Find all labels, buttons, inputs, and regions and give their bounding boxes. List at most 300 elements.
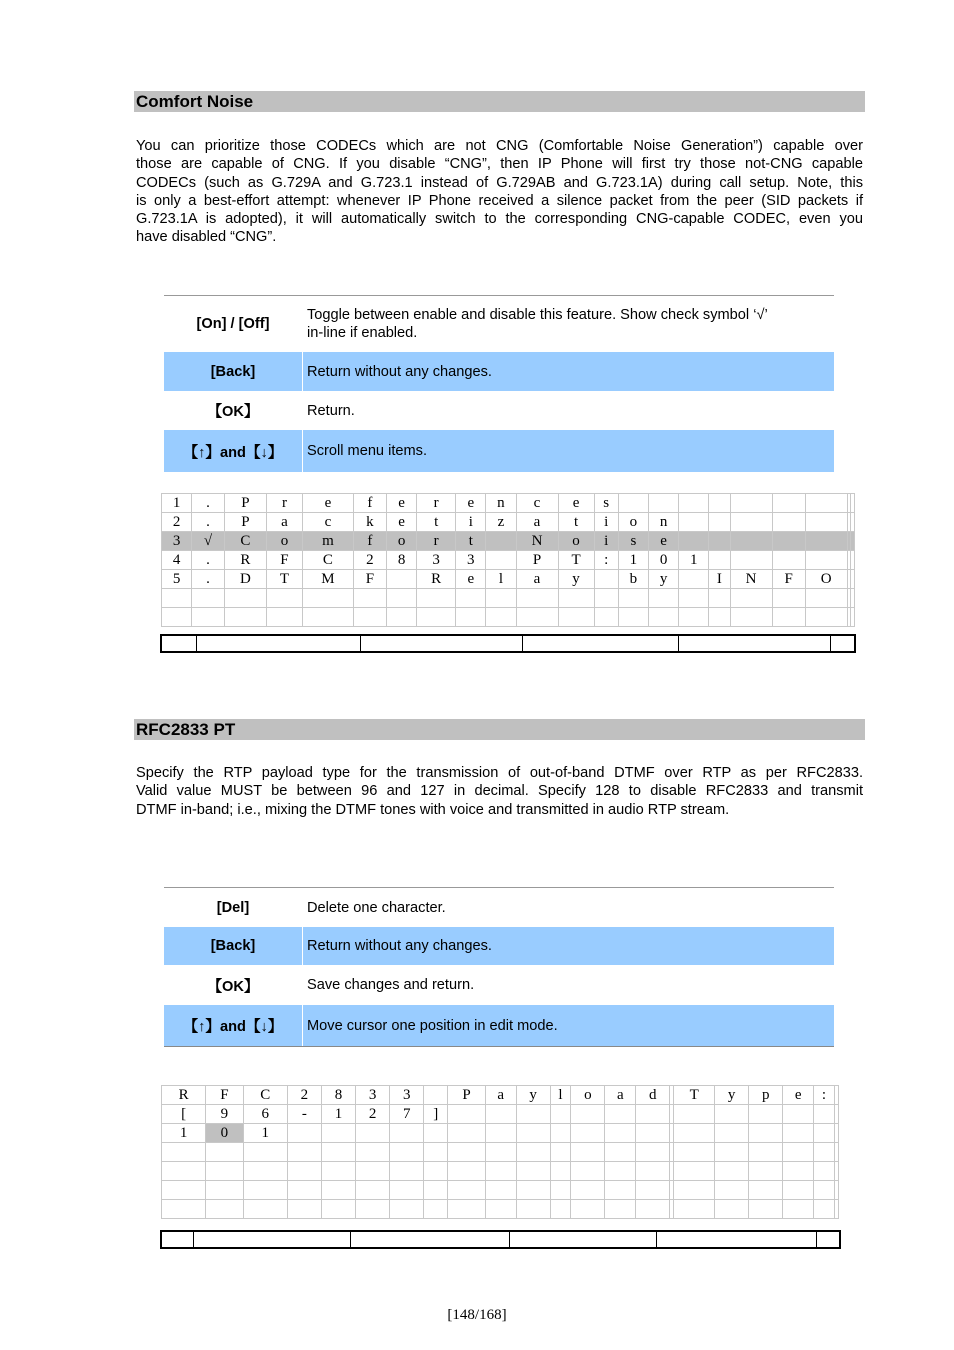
lcd-cell	[485, 1143, 516, 1162]
lcd-cell	[162, 608, 192, 627]
lcd-cell: n	[649, 513, 679, 532]
lcd-cell	[448, 1200, 485, 1219]
lcd-cell: 1	[162, 1124, 206, 1143]
lcd-cell: F	[266, 551, 302, 570]
lcd-cell	[424, 1086, 448, 1105]
lcd-cell	[605, 1124, 636, 1143]
lcd-row	[162, 551, 855, 570]
lcd-cell	[679, 570, 709, 589]
lcd-cell: 8	[387, 551, 417, 570]
lcd-cell	[805, 589, 847, 608]
lcd-cell	[834, 1143, 838, 1162]
lcd-cell	[424, 1124, 448, 1143]
key-description	[302, 1005, 834, 1046]
lcd-cell: √	[192, 532, 225, 551]
lcd-cell: M	[302, 570, 353, 589]
lcd-cell	[715, 1181, 749, 1200]
lcd-cell	[486, 551, 516, 570]
lcd-cell	[730, 608, 772, 627]
key-label: [Back]	[210, 938, 256, 954]
lcd-cell	[424, 1181, 448, 1200]
lcd-cell: C	[243, 1086, 287, 1105]
lcd-cell: 2	[287, 1086, 321, 1105]
lcd-cell	[679, 589, 709, 608]
lcd-cell	[571, 1181, 605, 1200]
lcd-cell	[618, 589, 648, 608]
lcd-cell	[834, 1162, 838, 1181]
lcd-cell	[448, 1105, 485, 1124]
lcd-cell: r	[417, 494, 456, 513]
lcd-cell	[321, 1143, 355, 1162]
lcd-cell: z	[486, 513, 516, 532]
lcd-cell: i	[594, 513, 618, 532]
lcd-cell: s	[618, 532, 648, 551]
lcd-cell	[550, 1200, 571, 1219]
paragraph-line: is only a best-effort attempt: whenever IP Phone received a silence packet from the peer (SID packets if	[136, 192, 863, 209]
lcd-cell: y	[558, 570, 594, 589]
lcd-cell: a	[485, 1086, 516, 1105]
lcd-cell	[618, 494, 648, 513]
lcd-cell	[618, 608, 648, 627]
lcd-cell	[162, 1181, 206, 1200]
lcd-cell	[851, 608, 855, 627]
lcd-cell	[353, 608, 386, 627]
lcd-cell	[387, 570, 417, 589]
lcd-cell: a	[516, 513, 558, 532]
lcd-cell	[424, 1200, 448, 1219]
lcd-cell	[783, 1181, 814, 1200]
lcd-cell	[558, 608, 594, 627]
section-header-comfort-noise	[134, 91, 865, 112]
lcd-cell	[321, 1162, 355, 1181]
lcd-cell: c	[516, 494, 558, 513]
lcd-cell: R	[162, 1086, 206, 1105]
lcd-cell	[709, 589, 730, 608]
lcd-cell: f	[353, 494, 386, 513]
lcd-cell	[715, 1143, 749, 1162]
lcd-cell	[356, 1143, 390, 1162]
lcd-cell	[516, 608, 558, 627]
lcd-cell	[851, 551, 855, 570]
lcd-cell	[636, 1143, 670, 1162]
lcd-row	[162, 1181, 839, 1200]
lcd-cell: k	[353, 513, 386, 532]
lcd-row	[162, 1086, 839, 1105]
lcd-cell	[834, 1124, 838, 1143]
key-description	[302, 296, 834, 352]
paragraph-line: those are capable of CNG. If you disable “CNG”, then IP Phone will first try those not-CNG capable	[136, 156, 863, 173]
lcd-cell: e	[783, 1086, 814, 1105]
lcd-cell: .	[192, 570, 225, 589]
lcd-cell	[287, 1124, 321, 1143]
lcd-cell	[356, 1162, 390, 1181]
key-label: [On] / [Off]	[196, 316, 270, 332]
lcd-cell	[814, 1143, 835, 1162]
lcd-cell	[805, 532, 847, 551]
lcd-cell: i	[594, 532, 618, 551]
lcd-cell	[636, 1200, 670, 1219]
lcd-cell: O	[805, 570, 847, 589]
lcd-cell: [	[162, 1105, 206, 1124]
lcd-cell	[851, 532, 855, 551]
lcd-row	[162, 1124, 839, 1143]
softkey-slot	[678, 636, 830, 651]
lcd-cell	[356, 1181, 390, 1200]
lcd-cell: 1	[321, 1105, 355, 1124]
lcd-cell	[749, 1200, 783, 1219]
lcd-cell	[571, 1200, 605, 1219]
lcd-cell	[485, 1200, 516, 1219]
lcd-cell	[550, 1162, 571, 1181]
comfort-noise-key-table	[164, 295, 834, 472]
lcd-cell: a	[266, 513, 302, 532]
lcd-cell: C	[302, 551, 353, 570]
key-row-scroll	[164, 430, 834, 472]
lcd-cell: 2	[356, 1105, 390, 1124]
lcd-cell	[206, 1181, 243, 1200]
lcd-cell: P	[448, 1086, 485, 1105]
lcd-cell	[287, 1200, 321, 1219]
lcd-cell	[516, 1105, 550, 1124]
lcd-cell	[224, 608, 266, 627]
lcd-cell: 3	[356, 1086, 390, 1105]
softkey-slot	[162, 636, 196, 651]
paragraph-line: G.723.1A is adopted), it will automatically switch to the corresponding CNG-capable CODEC, even you	[136, 211, 863, 228]
lcd-cell	[417, 608, 456, 627]
softkey-slot	[162, 1232, 193, 1247]
lcd-cell	[486, 608, 516, 627]
lcd-cell: o	[266, 532, 302, 551]
lcd-row	[162, 1200, 839, 1219]
lcd-cell	[805, 494, 847, 513]
rfc2833-description	[136, 764, 863, 819]
key-row-cursor	[164, 1005, 834, 1047]
key-description	[302, 430, 834, 472]
lcd-cell: l	[486, 570, 516, 589]
lcd-cell	[834, 1105, 838, 1124]
lcd-cell	[321, 1124, 355, 1143]
lcd-cell	[353, 589, 386, 608]
key-description-line: Scroll menu items.	[307, 443, 428, 459]
rfc2833-key-table	[164, 887, 834, 1047]
key-label: 【↑】and【↓】	[183, 1019, 283, 1035]
lcd-cell: e	[456, 494, 486, 513]
lcd-cell	[749, 1181, 783, 1200]
lcd-cell	[516, 1162, 550, 1181]
lcd-cell	[805, 608, 847, 627]
lcd-cell	[516, 1143, 550, 1162]
section-header-rfc2833-pt	[134, 719, 865, 740]
lcd-cell	[851, 513, 855, 532]
softkey-slot	[816, 1232, 839, 1247]
lcd-cell	[571, 1162, 605, 1181]
lcd-cell	[730, 589, 772, 608]
lcd-cell	[516, 589, 558, 608]
lcd-cell	[321, 1200, 355, 1219]
softkey-bar	[160, 1230, 841, 1249]
lcd-cell: t	[417, 513, 456, 532]
section-title: Comfort Noise	[136, 92, 254, 111]
lcd-cell	[550, 1124, 571, 1143]
lcd-cell	[679, 608, 709, 627]
softkey-slot	[360, 636, 522, 651]
lcd-cell	[851, 589, 855, 608]
lcd-cell	[390, 1181, 424, 1200]
lcd-cell	[772, 608, 805, 627]
lcd-cell	[709, 494, 730, 513]
lcd-cell: 1	[162, 494, 192, 513]
lcd-cell	[649, 494, 679, 513]
lcd-cell	[834, 1200, 838, 1219]
lcd-cell: e	[558, 494, 594, 513]
key-label: [Back]	[210, 363, 256, 380]
lcd-cell	[516, 1124, 550, 1143]
lcd-cell	[783, 1162, 814, 1181]
lcd-screen-rfc2833	[161, 1085, 839, 1219]
lcd-cell	[715, 1124, 749, 1143]
lcd-cell	[715, 1105, 749, 1124]
lcd-row	[162, 1105, 839, 1124]
comfort-noise-description	[136, 137, 863, 247]
lcd-cell: F	[772, 570, 805, 589]
lcd-cell	[390, 1124, 424, 1143]
lcd-cell	[356, 1200, 390, 1219]
key-row-back	[164, 927, 834, 965]
lcd-cell	[390, 1200, 424, 1219]
key-label: 【OK】	[207, 978, 259, 995]
key-description	[302, 927, 834, 965]
key-row-ok	[164, 391, 834, 430]
lcd-cell	[224, 589, 266, 608]
lcd-cell: l	[550, 1086, 571, 1105]
lcd-cell	[206, 1200, 243, 1219]
lcd-cell: o	[618, 513, 648, 532]
lcd-cell: r	[266, 494, 302, 513]
lcd-cell	[674, 1143, 715, 1162]
lcd-cell: -	[287, 1105, 321, 1124]
lcd-cell: P	[516, 551, 558, 570]
lcd-cell: T	[266, 570, 302, 589]
lcd-cell	[834, 1181, 838, 1200]
lcd-cell	[266, 608, 302, 627]
lcd-cell	[448, 1143, 485, 1162]
lcd-cell	[485, 1162, 516, 1181]
lcd-cell: .	[192, 551, 225, 570]
lcd-cell: a	[516, 570, 558, 589]
key-label: 【↑】and【↓】	[183, 444, 283, 461]
lcd-cell	[715, 1162, 749, 1181]
paragraph-line: CODECs (such as G.729A and G.723.1 instead of G.729AB and G.723.1A) during call setup. Note, this	[136, 174, 863, 191]
lcd-cell	[356, 1124, 390, 1143]
lcd-cell	[594, 570, 618, 589]
lcd-cell	[772, 494, 805, 513]
paragraph-line: Valid value MUST be between 96 and 127 in decimal. Specify 128 to disable RFC2833 and transmit	[136, 783, 863, 800]
key-row-back	[164, 352, 834, 391]
lcd-cell	[516, 1200, 550, 1219]
lcd-cell	[715, 1200, 749, 1219]
lcd-cell	[387, 608, 417, 627]
lcd-cell: 2	[353, 551, 386, 570]
lcd-cell: P	[224, 513, 266, 532]
lcd-cell	[772, 551, 805, 570]
softkey-slot	[830, 636, 854, 651]
paragraph-line: Specify the RTP payload type for the transmission of out-of-band DTMF over RTP as per RFC2833.	[136, 765, 863, 781]
lcd-cell: n	[486, 494, 516, 513]
lcd-cell	[814, 1181, 835, 1200]
lcd-cell	[486, 589, 516, 608]
lcd-cell: i	[456, 513, 486, 532]
lcd-cell: 8	[321, 1086, 355, 1105]
lcd-cell	[636, 1181, 670, 1200]
lcd-cell	[550, 1105, 571, 1124]
lcd-cell	[594, 589, 618, 608]
lcd-cell	[679, 532, 709, 551]
lcd-cell	[448, 1124, 485, 1143]
lcd-cell	[206, 1162, 243, 1181]
key-description	[302, 352, 834, 391]
lcd-cell	[390, 1162, 424, 1181]
lcd-cell: R	[417, 570, 456, 589]
lcd-cell	[709, 513, 730, 532]
lcd-cell	[805, 551, 847, 570]
lcd-cell	[730, 494, 772, 513]
lcd-cell	[674, 1124, 715, 1143]
lcd-cell: f	[353, 532, 386, 551]
lcd-cell	[321, 1181, 355, 1200]
lcd-cell	[674, 1200, 715, 1219]
key-description	[302, 888, 834, 927]
lcd-cell	[834, 1086, 838, 1105]
lcd-cell	[709, 551, 730, 570]
lcd-cell: 1	[618, 551, 648, 570]
softkey-slot	[509, 1232, 656, 1247]
paragraph-line: You can prioritize those CODECs which are not CNG (Comfortable Noise Generation”) capable over	[136, 138, 863, 154]
lcd-cell	[390, 1143, 424, 1162]
lcd-cell: 3	[162, 532, 192, 551]
lcd-cell: o	[558, 532, 594, 551]
lcd-cell: t	[456, 532, 486, 551]
lcd-cell	[749, 1162, 783, 1181]
lcd-cell	[192, 589, 225, 608]
lcd-row	[162, 532, 855, 551]
lcd-cell: P	[224, 494, 266, 513]
lcd-cell	[636, 1124, 670, 1143]
lcd-cell: 5	[162, 570, 192, 589]
lcd-cell	[709, 532, 730, 551]
lcd-cell	[605, 1200, 636, 1219]
lcd-cell: D	[224, 570, 266, 589]
key-description-line: in-line if enabled.	[307, 325, 418, 341]
lcd-cell	[550, 1181, 571, 1200]
lcd-cell	[783, 1124, 814, 1143]
lcd-cell	[456, 608, 486, 627]
lcd-screen-comfort-noise	[161, 493, 855, 627]
lcd-cell	[243, 1200, 287, 1219]
lcd-cell: 3	[456, 551, 486, 570]
lcd-cell: 6	[243, 1105, 287, 1124]
lcd-cell	[730, 513, 772, 532]
softkey-bar	[160, 634, 856, 653]
lcd-cell	[649, 608, 679, 627]
lcd-cell: y	[715, 1086, 749, 1105]
key-description-line: Return.	[307, 402, 355, 419]
lcd-cell	[424, 1143, 448, 1162]
lcd-cell	[636, 1105, 670, 1124]
lcd-row	[162, 608, 855, 627]
lcd-cell: c	[302, 513, 353, 532]
key-label: [Del]	[216, 899, 250, 916]
paragraph-line: have disabled “CNG”.	[136, 229, 277, 246]
key-label: 【OK】	[207, 404, 259, 420]
key-row-on-off	[164, 296, 834, 352]
lcd-cell	[206, 1143, 243, 1162]
lcd-cell	[302, 608, 353, 627]
lcd-cell	[162, 1200, 206, 1219]
page-number: [148/168]	[447, 1307, 507, 1323]
lcd-cell: e	[302, 494, 353, 513]
lcd-cell	[772, 513, 805, 532]
section-title: RFC2833 PT	[136, 720, 236, 739]
lcd-cell: N	[516, 532, 558, 551]
lcd-cell	[709, 608, 730, 627]
lcd-cell	[243, 1181, 287, 1200]
lcd-cell: ]	[424, 1105, 448, 1124]
lcd-cell	[486, 532, 516, 551]
lcd-cell	[679, 513, 709, 532]
lcd-cell	[674, 1105, 715, 1124]
lcd-cell	[192, 608, 225, 627]
lcd-cell	[674, 1162, 715, 1181]
lcd-cell	[814, 1162, 835, 1181]
lcd-cell	[448, 1181, 485, 1200]
key-description-line: Delete one character.	[307, 899, 446, 916]
lcd-cell	[851, 570, 855, 589]
key-description-line: Return without any changes.	[307, 363, 492, 380]
lcd-row	[162, 589, 855, 608]
lcd-cell: F	[206, 1086, 243, 1105]
lcd-cell	[749, 1143, 783, 1162]
lcd-cell	[558, 589, 594, 608]
key-row-del	[164, 888, 834, 927]
lcd-cell	[783, 1105, 814, 1124]
lcd-cell: y	[649, 570, 679, 589]
lcd-cell: 3	[417, 551, 456, 570]
lcd-cell	[302, 589, 353, 608]
lcd-cell	[485, 1181, 516, 1200]
lcd-cell	[851, 494, 855, 513]
lcd-cell	[805, 513, 847, 532]
lcd-cell	[679, 494, 709, 513]
lcd-cell	[594, 608, 618, 627]
lcd-cell: .	[192, 494, 225, 513]
lcd-cell: y	[516, 1086, 550, 1105]
lcd-cell: F	[353, 570, 386, 589]
lcd-cell	[485, 1124, 516, 1143]
lcd-cell: p	[749, 1086, 783, 1105]
lcd-cell: T	[674, 1086, 715, 1105]
softkey-slot	[193, 1232, 350, 1247]
lcd-cell: C	[224, 532, 266, 551]
lcd-cell: o	[387, 532, 417, 551]
softkey-slot	[522, 636, 678, 651]
key-description	[302, 965, 834, 1005]
lcd-cell	[417, 589, 456, 608]
softkey-slot	[656, 1232, 816, 1247]
lcd-cell	[749, 1105, 783, 1124]
lcd-cell	[162, 589, 192, 608]
softkey-slot	[196, 636, 360, 651]
lcd-cell	[749, 1124, 783, 1143]
